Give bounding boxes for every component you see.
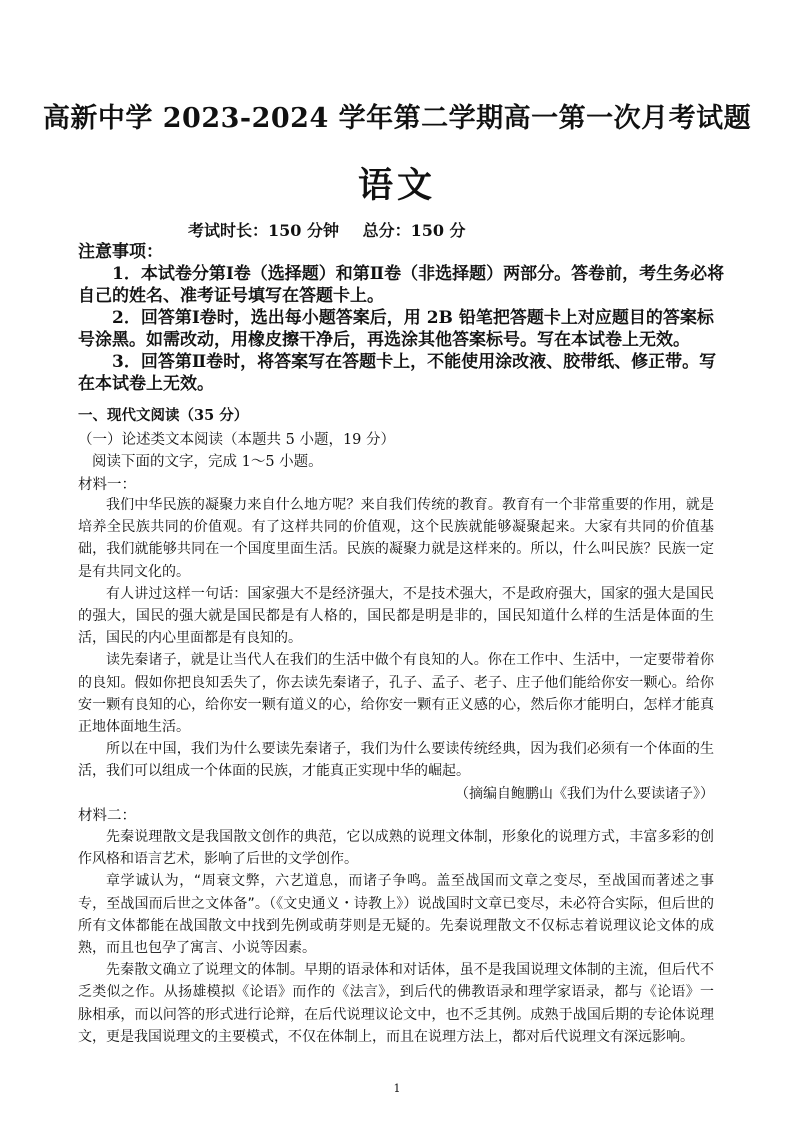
page-number: 1 [393, 1082, 401, 1095]
paragraph: 我们中华民族的凝聚力来自什么地方呢？来自我们传统的教育。教育有一个非常重要的作用，就是培养全民族共同的价值观。有了这样共同的价值观，这个民族就能够凝聚起来。大家有共同的价值基础，我们就能够共同在一个国度里面生活。民族的凝聚力就是这样来的。所以，什么叫民族？民族一定是有共同文化的。 [78, 497, 714, 580]
paragraph: 有人讲过这样一句话：国家强大不是经济强大，不是技术强大，不是政府强大，国家的强大是国民的强大，国民的强大就是国民都是有人格的，国民都是明是非的，国民知道什么样的生活是体面的生活，国民的内心里面都是有良知的。 [78, 585, 714, 647]
paragraph: 所以在中国，我们为什么要读先秦诸子，我们为什么要读传统经典，因为我们必须有一个体面的生活，我们可以组成一个体面的民族，才能真正实现中华的崛起。 [78, 741, 714, 780]
notice-item: 3．回答第Ⅱ卷时，将答案写在答题卡上，不能使用涂改液、胶带纸、修正带。写在本试卷上无效。 [78, 352, 717, 394]
reading-instruction: 阅读下面的文字，完成 1～5 小题。 [92, 454, 323, 470]
paragraph: 先秦散文确立了说理文的体制。早期的语录体和对话体，虽不是我国说理文体制的主流，但后代不乏类似之作。从扬雄模拟《论语》而作的《法言》，到后代的佛教语录和理学家语录，都与《论语》一脉相承，而以问答的形式进行论辩，在后代说理议论文中，也不乏其例。成熟于战国后期的专论体说理文，更是我国说理文的主要模式，不仅在体制上，而且在说理方法上，都对后代说理文有深远影响。 [78, 962, 714, 1045]
material-2-label: 材料二： [78, 808, 136, 824]
paragraph: 章学诚认为，“周衰文弊，六艺道息，而诸子争鸣。盖至战国而文章之变尽，至战国而著述之事专，至战国而后世之文体备”。（《文史通义・诗教上》）说战国时文章已变尽，未必符合实际，但后世的所有文体都能在战国散文中找到先例或萌芽则是无疑的。先秦说理散文不仅标志着说理议论文体的成熟，而且也包孕了寓言、小说等因素。 [78, 873, 714, 957]
subject-title: 语文 [357, 165, 436, 206]
material-1-body [78, 494, 714, 805]
material-1-source: （摘编自鲍鹏山《我们为什么要读诸子》） [455, 785, 714, 802]
notice-item: 2．回答第Ⅰ卷时，选出每小题答案后，用 2B 铅笔把答题卡上对应题目的答案标号涂黑。如需改动，用橡皮擦干净后，再选涂其他答案标号。写在本试卷上无效。 [78, 308, 714, 350]
notice-item: 1．本试卷分第Ⅰ卷（选择题）和第Ⅱ卷（非选择题）两部分。答卷前，考生务必将自己的姓名、准考证号填写在答题卡上。 [78, 264, 725, 306]
subsection-title: （一）论述类文本阅读（本题共 5 小题，19 分） [78, 432, 396, 448]
exam-title: 高新中学 2023-2024 学年第二学期高一第一次月考试题 [42, 103, 752, 134]
exam-total-score: 总分：150 分 [362, 221, 466, 240]
exam-info [188, 218, 466, 241]
section-title: 一、现代文阅读（35 分） [78, 407, 249, 424]
notice-heading: 注意事项： [78, 242, 163, 262]
material-2-body [78, 826, 714, 1048]
material-1-label: 材料一： [78, 477, 136, 493]
paragraph: 读先秦诸子，就是让当代人在我们的生活中做个有良知的人。你在工作中、生活中，一定要带着你的良知。假如你把良知丢失了，你去读先秦诸子，孔子、孟子、老子、庄子他们能给你安一颗心。给你安一颗有良知的心，给你安一颗有道义的心，给你安一颗有正义感的心，然后你才能明白，怎样才能真正地体面地生活。 [78, 652, 714, 736]
paragraph: 先秦说理散文是我国散文创作的典范，它以成熟的说理文体制，形象化的说理方式，丰富多彩的创作风格和语言艺术，影响了后世的文学创作。 [78, 829, 714, 868]
notice-block [78, 241, 728, 395]
exam-duration: 考试时长：150 分钟 [188, 221, 339, 240]
